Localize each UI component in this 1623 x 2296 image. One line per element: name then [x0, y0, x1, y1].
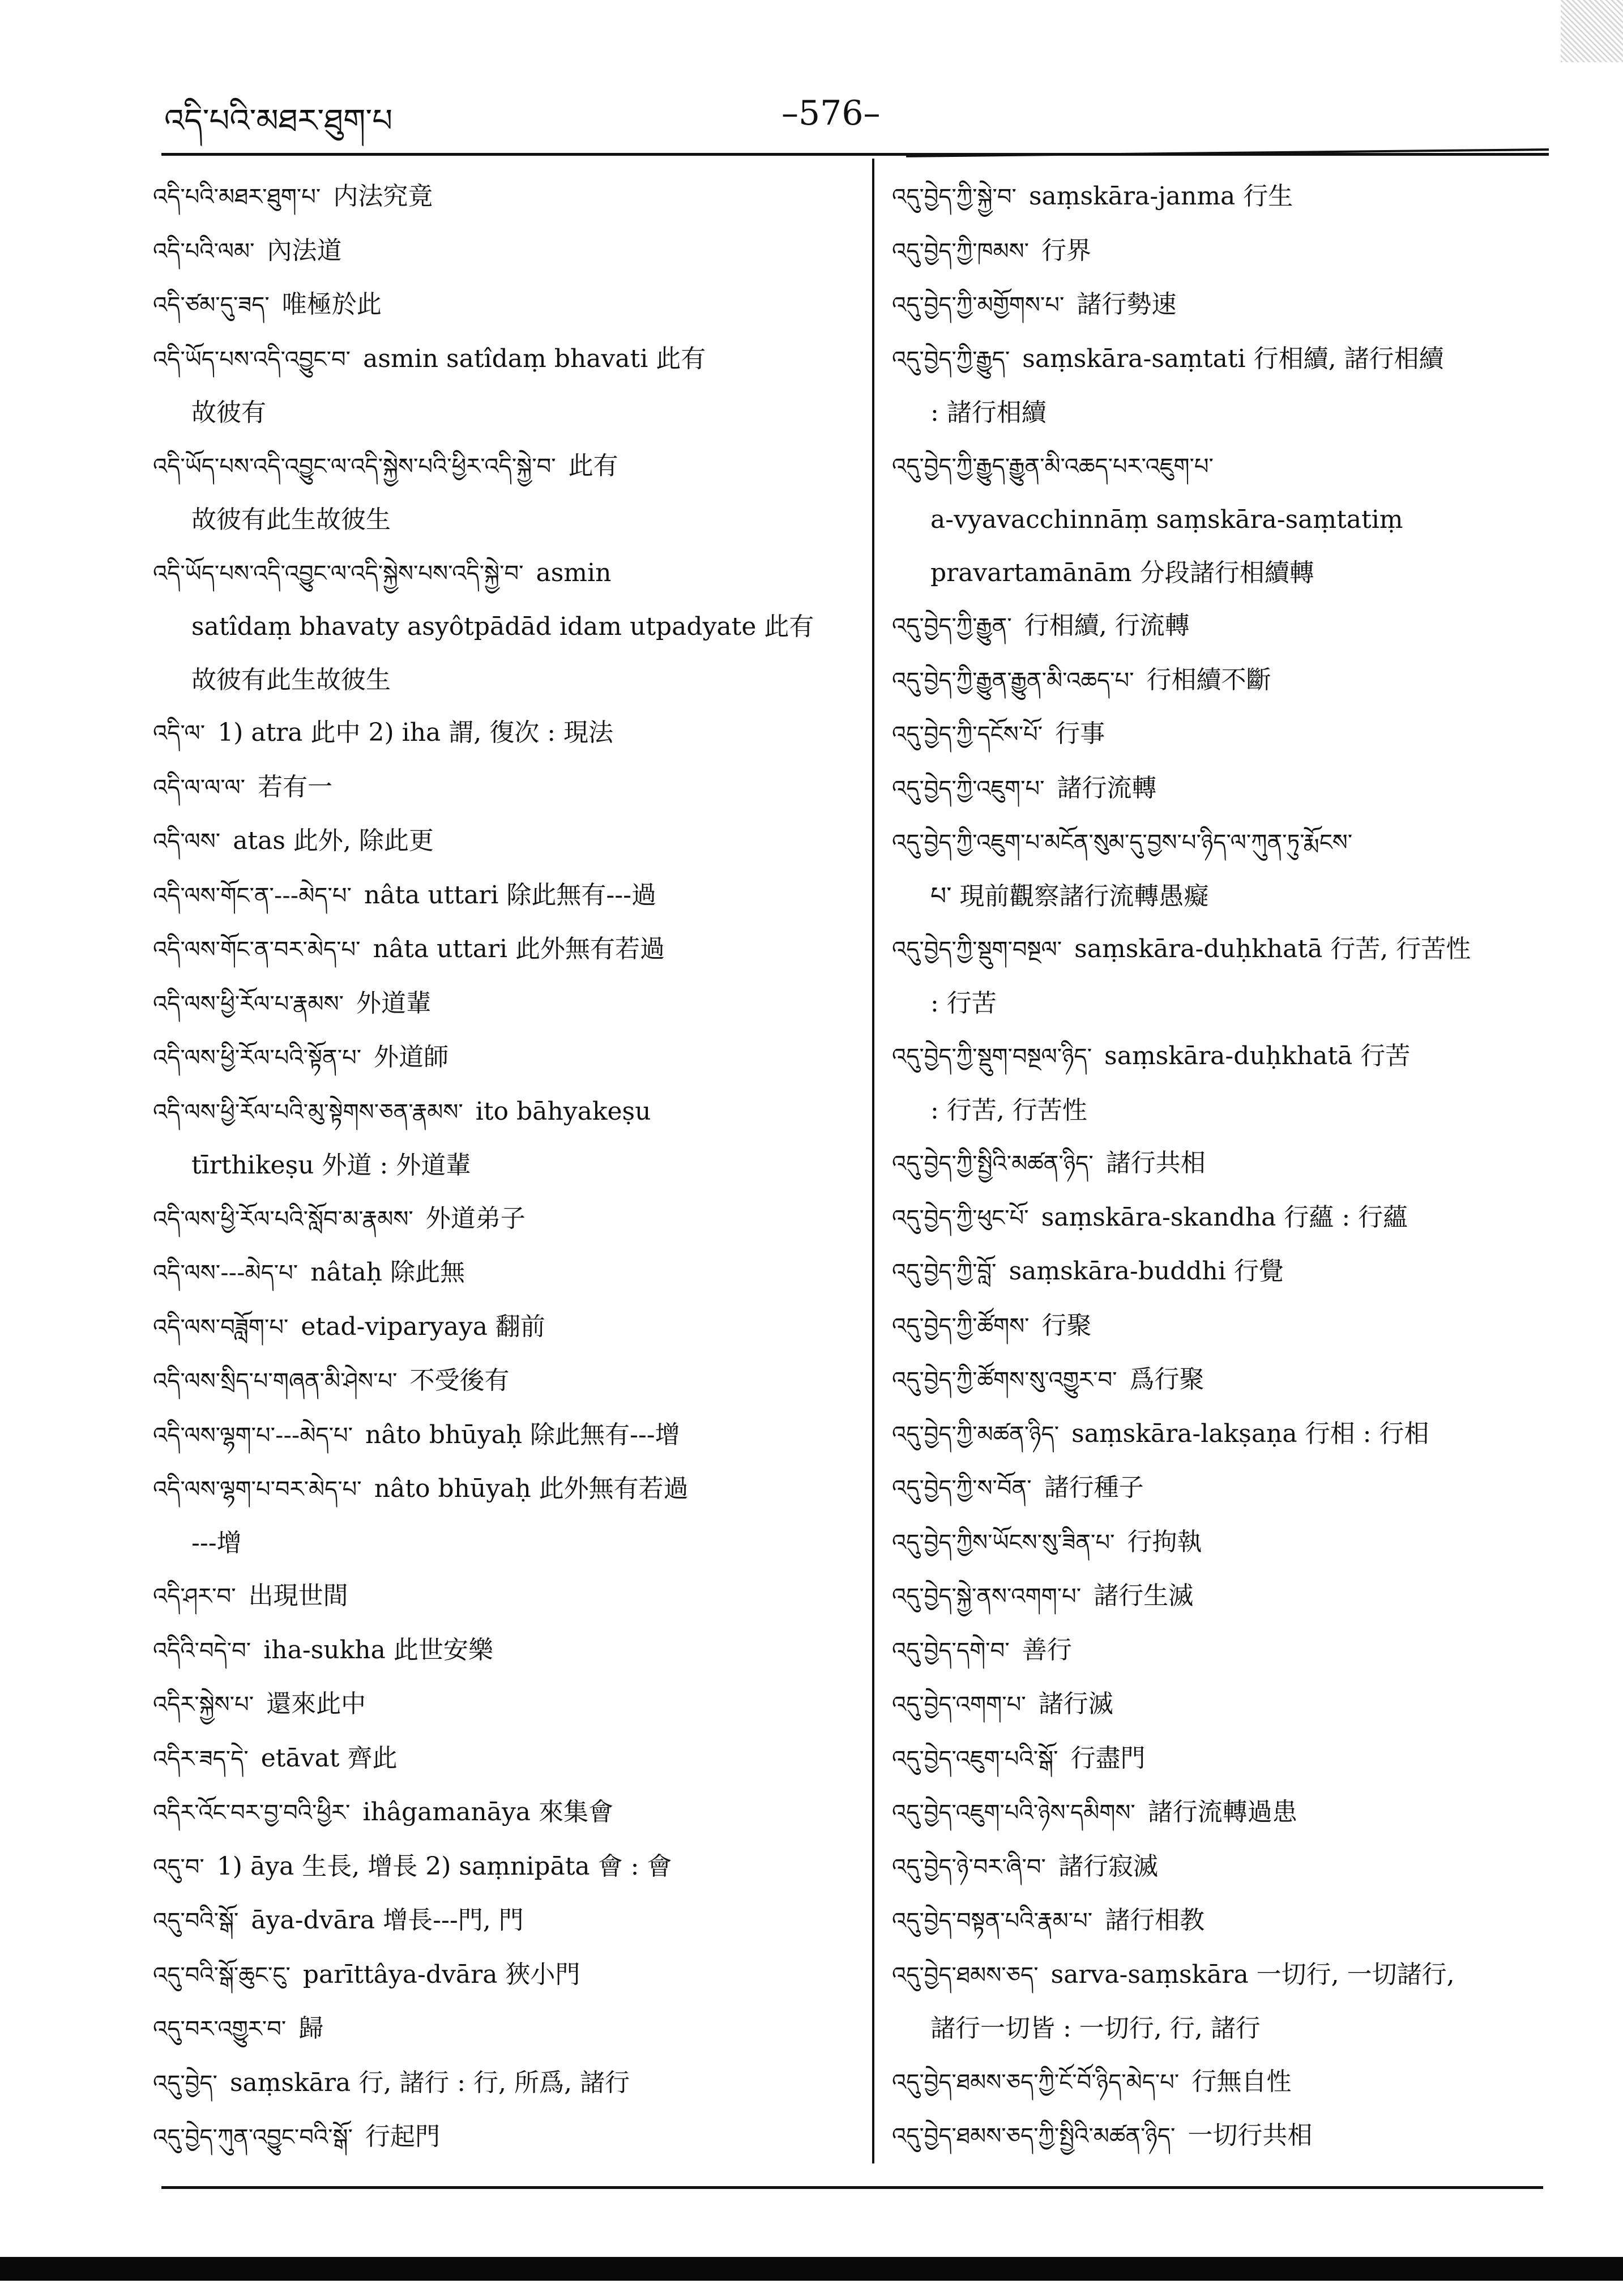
- dictionary-entry: [153, 706, 864, 761]
- running-head: འདི་པའི་མཐར་ཐུག་པ: [164, 103, 393, 139]
- dictionary-entry: [153, 332, 864, 387]
- entry-gloss: tīrthikeṣu 外道 : 外道輩: [191, 1151, 471, 1180]
- entry-continuation: [892, 870, 1597, 923]
- tibetan-headword: འདུ་བྱེད་ཐམས་ཅད་: [892, 1962, 1039, 1988]
- dictionary-entry: [892, 1299, 1597, 1354]
- entry-gloss: པ་ 現前觀察諸行流轉愚癡: [930, 881, 1209, 911]
- tibetan-headword: འདུ་བར་འགྱུར་བ་: [153, 2016, 287, 2042]
- dictionary-entry: [153, 1085, 864, 1140]
- dictionary-entry: [892, 599, 1597, 654]
- dictionary-entry: [892, 1732, 1597, 1786]
- dictionary-entry: [892, 1030, 1597, 1084]
- entry-gloss: etāvat 齊此: [260, 1743, 398, 1773]
- entry-gloss: : 行苦: [930, 988, 997, 1018]
- entry-gloss: 行拘執: [1127, 1527, 1202, 1556]
- entry-gloss: saṃskāra-janma 行生: [1028, 182, 1293, 211]
- entry-gloss: nâtaḥ 除此無: [310, 1258, 465, 1287]
- tibetan-headword: འདུ་བྱེད་ཀྱི་མགྱོགས་པ་: [892, 292, 1065, 318]
- dictionary-entry: [892, 170, 1597, 224]
- dictionary-entry: [892, 1461, 1597, 1516]
- tibetan-headword: འདི་ལས་ལྷག་པ་---མེད་པ་: [153, 1422, 353, 1449]
- dictionary-entry: [153, 2002, 864, 2056]
- tibetan-headword: འདི་ལས་: [153, 829, 221, 855]
- entry-gloss: atas 此外, 除此更: [233, 826, 434, 855]
- entry-continuation: [153, 493, 864, 547]
- entry-gloss: 諸行種子: [1044, 1473, 1144, 1502]
- tibetan-headword: འདུ་བྱེད་: [153, 2070, 217, 2097]
- tibetan-headword: འདུ་བའི་སྒོ་ཆུང་ངུ་: [153, 1962, 291, 1988]
- tibetan-headword: འདུ་བའི་སྒོ་: [153, 1908, 239, 1934]
- dictionary-entry: [153, 439, 864, 494]
- right-column: [892, 170, 1597, 2163]
- entry-gloss: 1) āya 生長, 增長 2) saṃnipāta 會 : 會: [216, 1851, 672, 1881]
- dictionary-entry: [892, 1516, 1597, 1570]
- entry-gloss: 一切行共相: [1188, 2121, 1313, 2150]
- dictionary-entry: [892, 439, 1597, 494]
- dictionary-entry: [153, 170, 864, 224]
- entry-continuation: [892, 493, 1597, 547]
- entry-gloss: 善行: [1022, 1635, 1072, 1665]
- dictionary-entry: [892, 816, 1597, 870]
- tibetan-headword: འདུ་བྱེད་ཀྱི་འཇུག་པ་མངོན་སུམ་དུ་བྱས་པ་ཉིད་ལ་ཀུན་ཏུ་རྨོངས་: [892, 830, 1353, 856]
- entry-continuation: [892, 2002, 1597, 2055]
- dictionary-entry: [892, 1137, 1597, 1191]
- entry-gloss: saṃskāra-duḥkhatā 行苦: [1104, 1042, 1411, 1070]
- entry-gloss: pravartamānām 分段諸行相續轉: [930, 558, 1314, 587]
- dictionary-entry: [153, 761, 864, 815]
- dictionary-entry: [892, 1786, 1597, 1840]
- dictionary-entry: [153, 547, 864, 601]
- entry-gloss: 故彼有: [191, 398, 266, 427]
- tibetan-headword: འདུ་བྱེད་འགག་པ་: [892, 1692, 1026, 1718]
- entry-continuation: [892, 977, 1597, 1030]
- tibetan-headword: འདི་ལ་ལ་ལ་: [153, 774, 246, 801]
- entry-continuation: [892, 547, 1597, 600]
- entry-continuation: [153, 654, 864, 707]
- tibetan-headword: འདི་ལས་བཟློག་པ་: [153, 1314, 289, 1341]
- scan-bottom-band: [0, 2257, 1623, 2281]
- entry-gloss: 1) atra 此中 2) iha 謂, 復次 : 現法: [217, 718, 614, 747]
- page-number: –576–: [781, 93, 881, 133]
- dictionary-entry: [153, 1894, 864, 1948]
- entry-continuation: [153, 386, 864, 439]
- tibetan-headword: འདུ་བྱེད་ཀྱི་དངོས་པོ་: [892, 722, 1043, 748]
- tibetan-headword: འདི་ལས་གོང་ན་བར་མེད་པ་: [153, 937, 361, 963]
- entry-gloss: āya-dvāra 增長---門, 門: [251, 1906, 524, 1935]
- dictionary-entry: [153, 814, 864, 869]
- entry-gloss: 歸: [298, 2014, 324, 2043]
- tibetan-headword: འདུ་བྱེད་སྐྱེ་ནས་འགག་པ་: [892, 1584, 1082, 1610]
- dictionary-entry: [153, 1786, 864, 1840]
- dictionary-entry: [892, 1191, 1597, 1245]
- entry-gloss: 還來此中: [266, 1689, 366, 1718]
- tibetan-headword: འདུ་བྱེད་ཀྱི་རྒྱུད་རྒྱུན་མི་འཆད་པར་འཇུག་པ་: [892, 453, 1214, 480]
- tibetan-headword: འདུ་བྱེད་ཀྱི་ཕུང་པོ་: [892, 1205, 1029, 1231]
- entry-continuation: [892, 386, 1597, 439]
- entry-gloss: 爲行聚: [1129, 1365, 1205, 1394]
- entry-gloss: asmin satîdaṃ bhavati 此有: [363, 344, 706, 373]
- dictionary-entry: [153, 1462, 864, 1517]
- column-divider: [872, 159, 874, 2163]
- entry-gloss: nâto bhūyaḥ 此外無有若過: [374, 1474, 689, 1503]
- dictionary-entry: [892, 1407, 1597, 1462]
- tibetan-headword: འདི་ལས་ཕྱི་རོལ་པ་རྣམས་: [153, 991, 344, 1017]
- tibetan-headword: འདི་ལས་སྲིད་པ་གཞན་མི་ཤེས་པ་: [153, 1368, 398, 1394]
- entry-gloss: 諸行生滅: [1094, 1581, 1194, 1610]
- tibetan-headword: འདུ་བྱེད་ཀྱི་བློ་: [892, 1259, 997, 1285]
- entry-gloss: saṃskāra-buddhi 行覺: [1009, 1257, 1284, 1286]
- entry-continuation: [153, 1517, 864, 1570]
- entry-gloss: satîdaṃ bhavaty asyôtpādād idam utpadyate 此有: [191, 612, 814, 641]
- dictionary-entry: [153, 1409, 864, 1463]
- entry-gloss: saṃskāra 行, 諸行 : 行, 所爲, 諸行: [229, 2068, 630, 2097]
- entry-gloss: asmin: [536, 558, 612, 587]
- tibetan-headword: འདི་ལས་ཕྱི་རོལ་པའི་སློབ་མ་རྣམས་: [153, 1206, 413, 1232]
- dictionary-entry: [892, 654, 1597, 708]
- tibetan-headword: འདུ་བྱེད་ཀྱི་ས་བོན་: [892, 1475, 1032, 1501]
- dictionary-entry: [892, 1894, 1597, 1948]
- entry-gloss: 行起門: [365, 2122, 440, 2151]
- tibetan-headword: འདི་ལས་གོང་ན་---མེད་པ་: [153, 882, 352, 909]
- tibetan-headword: འདུ་བྱེད་ཐམས་ཅད་ཀྱི་སྤྱིའི་མཚན་ཉིད་: [892, 2123, 1176, 2149]
- dictionary-entry: [892, 1678, 1597, 1732]
- entry-gloss: iha-sukha 此世安樂: [263, 1635, 493, 1665]
- dictionary-entry: [892, 1245, 1597, 1299]
- entry-gloss: : 行苦, 行苦性: [930, 1095, 1087, 1125]
- dictionary-entry: [892, 332, 1597, 387]
- entry-gloss: saṃskāra-lakṣaṇa 行相 : 行相: [1071, 1419, 1429, 1448]
- entry-gloss: 故彼有此生故彼生: [191, 665, 391, 694]
- dictionary-entry: [892, 1353, 1597, 1407]
- entry-continuation: [153, 1139, 864, 1192]
- entry-gloss: 内法究竟: [333, 182, 433, 211]
- entry-gloss: 諸行流轉過患: [1147, 1798, 1297, 1826]
- dictionary-entry: [892, 1840, 1597, 1894]
- tibetan-headword: འདིར་འོང་བར་བྱ་བའི་ཕྱིར་: [153, 1800, 351, 1826]
- dictionary-entry: [153, 1840, 864, 1894]
- tibetan-headword: འདུ་བ་: [153, 1854, 204, 1880]
- tibetan-headword: འདུ་བྱེད་ཀྱི་ཚོགས་སུ་འགྱུར་བ་: [892, 1367, 1117, 1393]
- dictionary-entry: [153, 1624, 864, 1678]
- dictionary-entry: [153, 1354, 864, 1409]
- tibetan-headword: འདུ་བྱེད་ཀྱི་རྒྱུད་: [892, 346, 1010, 373]
- entry-gloss: 諸行流轉: [1057, 773, 1157, 803]
- entry-gloss: 唯極於此: [281, 290, 382, 319]
- tibetan-headword: འདུ་བྱེད་ཀྱི་སྡུག་བསྔལ་ཉིད་: [892, 1044, 1092, 1070]
- tibetan-headword: འདུ་བྱེད་ཐམས་ཅད་ཀྱི་ངོ་བོ་ཉིད་མེད་པ་: [892, 2069, 1180, 2096]
- tibetan-headword: འདུ་བྱེད་ཀྱི་མཚན་ཉིད་: [892, 1421, 1060, 1448]
- tibetan-headword: འདུ་བྱེད་ཀུན་འབྱུང་བའི་སྒོ་: [153, 2124, 353, 2150]
- dictionary-entry: [153, 869, 864, 923]
- dictionary-entry: [153, 1246, 864, 1300]
- entry-gloss: ---增: [191, 1528, 242, 1557]
- entry-gloss: 外道輩: [356, 988, 431, 1018]
- entry-gloss: 不受後有: [409, 1366, 510, 1395]
- tibetan-headword: འདི་ལས་ལྷག་པ་བར་མེད་པ་: [153, 1476, 362, 1503]
- tibetan-headword: འདུ་བྱེད་ཉེ་བར་ཞི་བ་: [892, 1854, 1046, 1880]
- tibetan-headword: འདིར་སྐྱེས་པ་: [153, 1692, 254, 1718]
- dictionary-entry: [153, 2110, 864, 2165]
- tibetan-headword: འདུ་བྱེད་ཀྱི་རྒྱུན་: [892, 613, 1012, 639]
- entry-gloss: nâta uttari 除此無有---過: [364, 880, 657, 910]
- tibetan-headword: འདི་ཡོད་པས་འདི་འབྱུང་བ་: [153, 346, 351, 373]
- tibetan-headword: འདི་ལས་---མེད་པ་: [153, 1260, 298, 1286]
- tibetan-headword: འདི་ཤར་བ་: [153, 1584, 236, 1610]
- dictionary-entry: [153, 1192, 864, 1247]
- tibetan-headword: འདུ་བྱེད་འཇུག་པའི་སྒོ་: [892, 1746, 1058, 1772]
- entry-gloss: 諸行勢速: [1077, 290, 1177, 319]
- tibetan-headword: འདུ་བྱེད་ཀྱིས་ཡོངས་སུ་ཟིན་པ་: [892, 1529, 1115, 1556]
- dictionary-entry: [153, 923, 864, 977]
- entry-gloss: etad-viparyaya 翻前: [301, 1312, 545, 1341]
- entry-gloss: 行聚: [1041, 1311, 1092, 1340]
- scan-corner-noise: [1561, 0, 1623, 62]
- left-column: [153, 170, 864, 2165]
- header-rule: [161, 153, 1549, 156]
- entry-gloss: 諸行寂滅: [1058, 1851, 1158, 1881]
- tibetan-headword: འདི་ལས་ཕྱི་རོལ་པའི་མུ་སྟེགས་ཅན་རྣམས་: [153, 1099, 463, 1125]
- entry-gloss: 諸行一切皆 : 一切行, 行, 諸行: [930, 2014, 1261, 2043]
- dictionary-entry: [892, 923, 1597, 977]
- dictionary-entry: [892, 1948, 1597, 2003]
- entry-gloss: saṃskāra-skandha 行蘊 : 行蘊: [1041, 1202, 1408, 1232]
- entry-gloss: 內法道: [267, 236, 342, 265]
- tibetan-headword: འདུ་བྱེད་འཇུག་པའི་ཉེས་དམིགས་: [892, 1800, 1135, 1826]
- dictionary-entry: [153, 2056, 864, 2111]
- dictionary-entry: [153, 1569, 864, 1624]
- dictionary-entry: [153, 1948, 864, 2003]
- tibetan-headword: འདུ་བྱེད་ཀྱི་སྡུག་བསྔལ་: [892, 937, 1062, 963]
- tibetan-headword: འདུ་བྱེད་ཀྱི་འཇུག་པ་: [892, 775, 1045, 802]
- entry-gloss: 諸行滅: [1038, 1689, 1113, 1718]
- entry-gloss: 行無自性: [1191, 2067, 1292, 2096]
- entry-gloss: 行相續, 行流轉: [1024, 611, 1190, 640]
- dictionary-entry: [153, 1300, 864, 1355]
- dictionary-entry: [892, 278, 1597, 332]
- dictionary-entry: [153, 1732, 864, 1786]
- dictionary-entry: [892, 2055, 1597, 2110]
- entry-gloss: nâta uttari 此外無有若過: [373, 934, 665, 963]
- dictionary-entry: [153, 1678, 864, 1732]
- entry-gloss: 外道師: [374, 1043, 449, 1072]
- tibetan-headword: འདི་ཡོད་པས་འདི་འབྱུང་ལ་འདི་སྐྱེས་པའི་ཕྱིར་འདི་སྐྱེ་བ་: [153, 453, 556, 480]
- entry-gloss: a-vyavacchinnāṃ saṃskāra-saṃtatiṃ: [930, 505, 1403, 534]
- entry-gloss: 行相續不斷: [1146, 665, 1271, 694]
- entry-gloss: 此有: [568, 451, 618, 480]
- dictionary-entry: [153, 977, 864, 1031]
- tibetan-headword: འདི་ཡོད་པས་འདི་འབྱུང་ལ་འདི་སྐྱེས་པས་འདི་སྐྱེ་བ་: [153, 560, 524, 587]
- entry-gloss: ito bāhyakeṣu: [475, 1096, 651, 1126]
- tibetan-headword: འདུ་བྱེད་ཀྱི་སྤྱིའི་མཚན་ཉིད་: [892, 1151, 1094, 1177]
- footer-rule: [161, 2186, 1543, 2189]
- tibetan-headword: འདུ་བྱེད་བསྟན་པའི་རྣམ་པ་: [892, 1908, 1093, 1934]
- entry-gloss: saṃskāra-saṃtati 行相續, 諸行相續: [1022, 344, 1444, 373]
- entry-gloss: 外道弟子: [425, 1204, 526, 1233]
- dictionary-entry: [892, 707, 1597, 762]
- entry-gloss: 行事: [1055, 719, 1105, 748]
- tibetan-headword: འདི་ལས་ཕྱི་རོལ་པའི་སྟོན་པ་: [153, 1045, 362, 1071]
- entry-gloss: saṃskāra-duḥkhatā 行苦, 行苦性: [1074, 934, 1471, 963]
- entry-gloss: 出現世間: [248, 1581, 348, 1610]
- dictionary-entry: [153, 1031, 864, 1085]
- entry-gloss: 故彼有此生故彼生: [191, 505, 391, 534]
- entry-gloss: 若有一: [258, 772, 333, 801]
- dictionary-entry: [153, 224, 864, 279]
- tibetan-headword: འདུ་བྱེད་ཀྱི་ཁམས་: [892, 238, 1029, 264]
- entry-gloss: 行界: [1041, 236, 1091, 265]
- dictionary-entry: [892, 2109, 1597, 2163]
- entry-gloss: 諸行相教: [1105, 1906, 1205, 1935]
- tibetan-headword: འདི་ལ་: [153, 720, 206, 746]
- tibetan-headword: འདི་པའི་མཐར་ཐུག་པ་: [153, 184, 321, 210]
- dictionary-entry: [153, 278, 864, 332]
- entry-gloss: : 諸行相續: [930, 398, 1047, 427]
- entry-gloss: ihâgamanāya 來集會: [362, 1798, 614, 1826]
- tibetan-headword: འདིར་ཟད་དེ་: [153, 1746, 249, 1772]
- dictionary-entry: [892, 1624, 1597, 1678]
- tibetan-headword: འདི་ཙམ་དུ་ཟད་: [153, 292, 270, 318]
- tibetan-headword: འདུ་བྱེད་དགེ་བ་: [892, 1637, 1010, 1664]
- tibetan-headword: འདུ་བྱེད་ཀྱི་རྒྱུན་རྒྱུན་མི་འཆད་པ་: [892, 667, 1134, 694]
- dictionary-entry: [892, 1569, 1597, 1624]
- tibetan-headword: འདི་པའི་ལམ་: [153, 238, 255, 264]
- dictionary-entry: [892, 762, 1597, 816]
- entry-gloss: parīttâya-dvāra 狹小門: [302, 1960, 580, 1989]
- tibetan-headword: འདུ་བྱེད་ཀྱི་སྐྱེ་བ་: [892, 184, 1016, 210]
- dictionary-entry: [892, 224, 1597, 279]
- entry-gloss: nâto bhūyaḥ 除此無有---增: [365, 1420, 680, 1449]
- entry-gloss: sarva-saṃskāra 一切行, 一切諸行,: [1050, 1960, 1455, 1989]
- entry-gloss: 諸行共相: [1105, 1149, 1206, 1177]
- entry-continuation: [892, 1084, 1597, 1137]
- entry-continuation: [153, 600, 864, 654]
- entry-gloss: 行盡門: [1070, 1743, 1146, 1773]
- tibetan-headword: འདུ་བྱེད་ཀྱི་ཚོགས་: [892, 1313, 1030, 1339]
- tibetan-headword: འདིའི་བདེ་བ་: [153, 1637, 251, 1664]
